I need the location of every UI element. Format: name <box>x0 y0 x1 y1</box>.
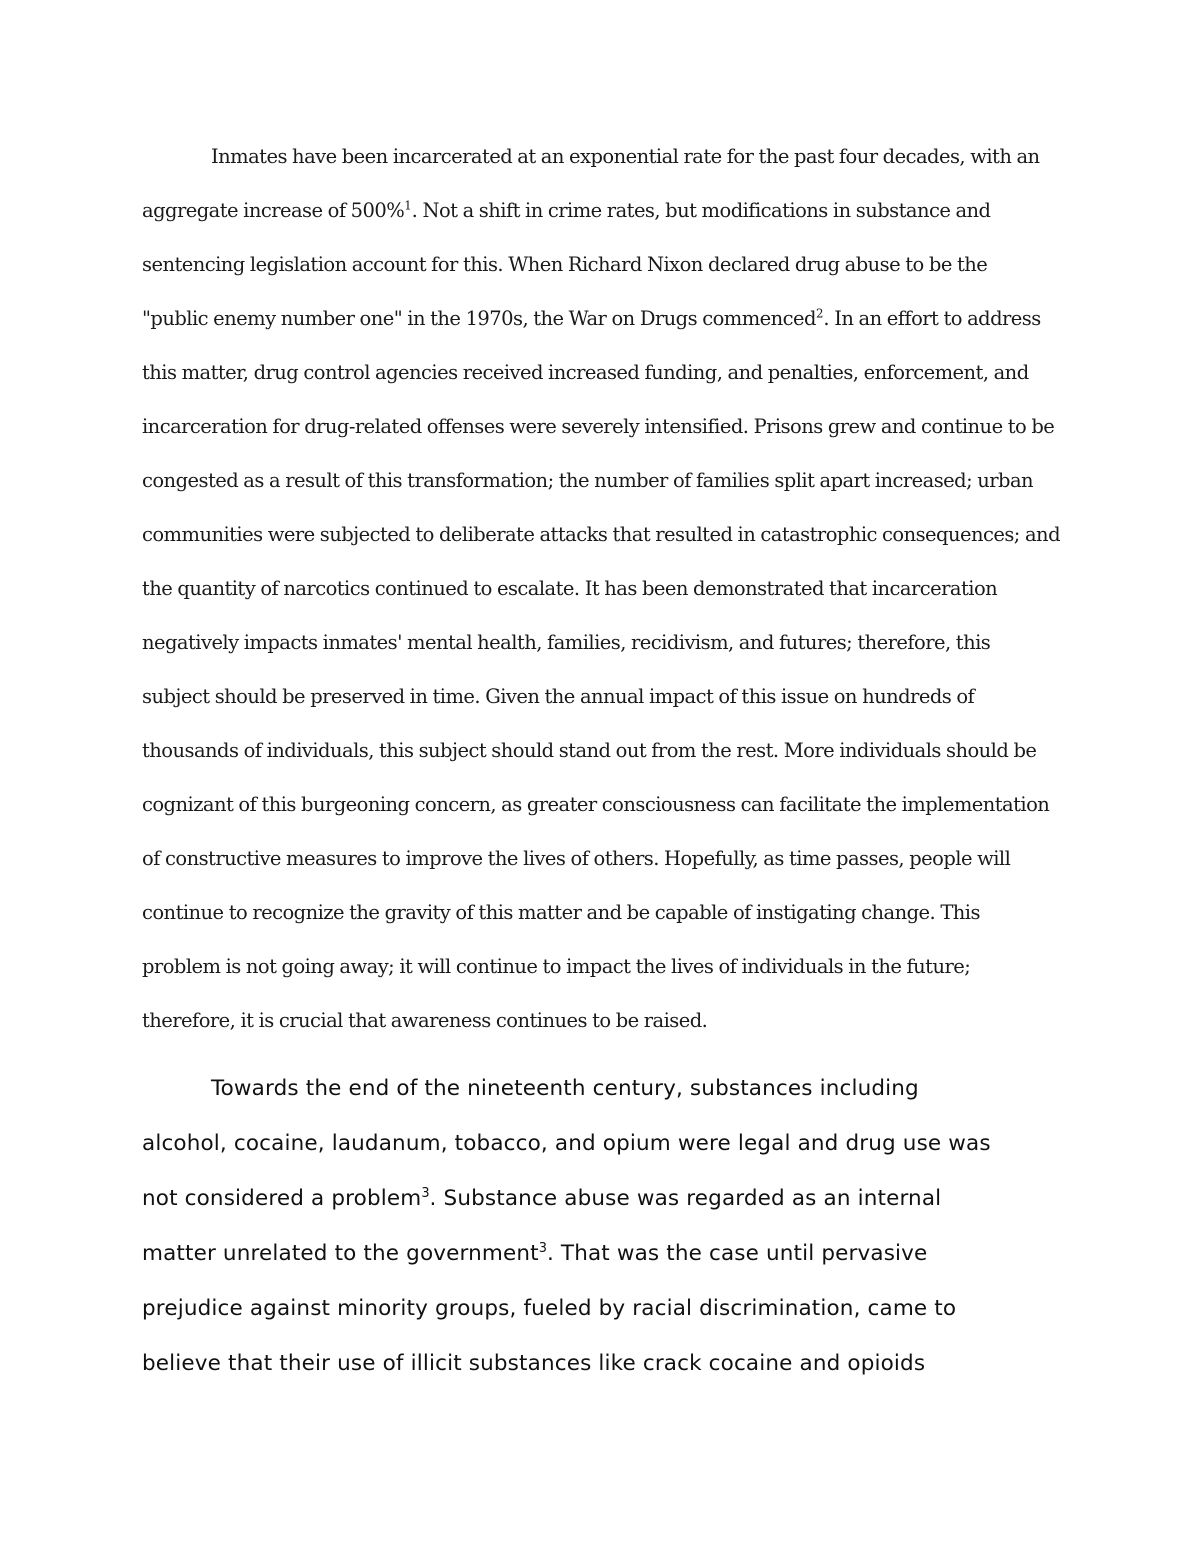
paragraph-1-line-16: problem is not going away; it will continue to impact the lives of individuals in the future; <box>142 955 971 978</box>
paragraph-1-line-12: thousands of individuals, this subject should stand out from the rest. More individuals should be <box>142 739 1037 762</box>
paragraph-2-line-3: not considered a problem$^3$. Substance abuse was regarded as an internal <box>142 1185 942 1211</box>
paragraph-2-line-6: believe that their use of illicit substances like crack cocaine and opioids <box>142 1351 926 1376</box>
paragraph-1-line-11: subject should be preserved in time. Given the annual impact of this issue on hundreds of <box>142 685 975 708</box>
paragraph-1-line-17: therefore, it is crucial that awareness continues to be raised. <box>142 1009 708 1032</box>
paragraph-1-line-9: the quantity of narcotics continued to escalate. It has been demonstrated that incarceration <box>142 577 998 600</box>
paragraph-1-line-14: of constructive measures to improve the lives of others. Hopefully, as time passes, people will <box>142 847 1011 870</box>
paragraph-1-line-3: sentencing legislation account for this. When Richard Nixon declared drug abuse to be the <box>142 253 988 276</box>
paragraph-1-line-4: "public enemy number one" in the 1970s, the War on Drugs commenced$^2$. In an effort to address <box>142 306 1041 330</box>
footnote-ref-2: 2 <box>815 306 824 321</box>
paragraph-1-line-13: cognizant of this burgeoning concern, as greater consciousness can facilitate the implementation <box>142 793 1050 816</box>
footnote-ref-3b: 3 <box>538 1240 547 1256</box>
footnote-ref-1: 1 <box>404 198 412 213</box>
paragraph-2-line-2: alcohol, cocaine, laudanum, tobacco, and opium were legal and drug use was <box>142 1131 991 1156</box>
paragraph-1-line-2: aggregate increase of 500%$^1$. Not a shift in crime rates, but modifications in substance and <box>142 198 991 222</box>
paragraph-2-line-5: prejudice against minority groups, fueled by racial discrimination, came to <box>142 1296 957 1321</box>
footnote-ref-3a: 3 <box>421 1185 430 1201</box>
paragraph-1-line-6: incarceration for drug-related offenses were severely intensified. Prisons grew and continue to be <box>142 415 1055 438</box>
paragraph-2-line-1: Towards the end of the nineteenth century, substances including <box>211 1076 919 1101</box>
paragraph-1-line-15: continue to recognize the gravity of this matter and be capable of instigating change. This <box>142 901 980 924</box>
paragraph-2-line-4: matter unrelated to the government$^3$. That was the case until pervasive <box>142 1240 928 1266</box>
paragraph-1-line-7: congested as a result of this transformation; the number of families split apart increased; urban <box>142 469 1034 492</box>
paragraph-1-line-5: this matter, drug control agencies received increased funding, and penalties, enforcement, and <box>142 361 1029 384</box>
paragraph-1-line-10: negatively impacts inmates' mental health, families, recidivism, and futures; therefore, this <box>142 631 991 654</box>
paragraph-1-line-1: Inmates have been incarcerated at an exponential rate for the past four decades, with an <box>211 145 1040 168</box>
paragraph-1-line-8: communities were subjected to deliberate attacks that resulted in catastrophic consequences; and <box>142 523 1060 546</box>
